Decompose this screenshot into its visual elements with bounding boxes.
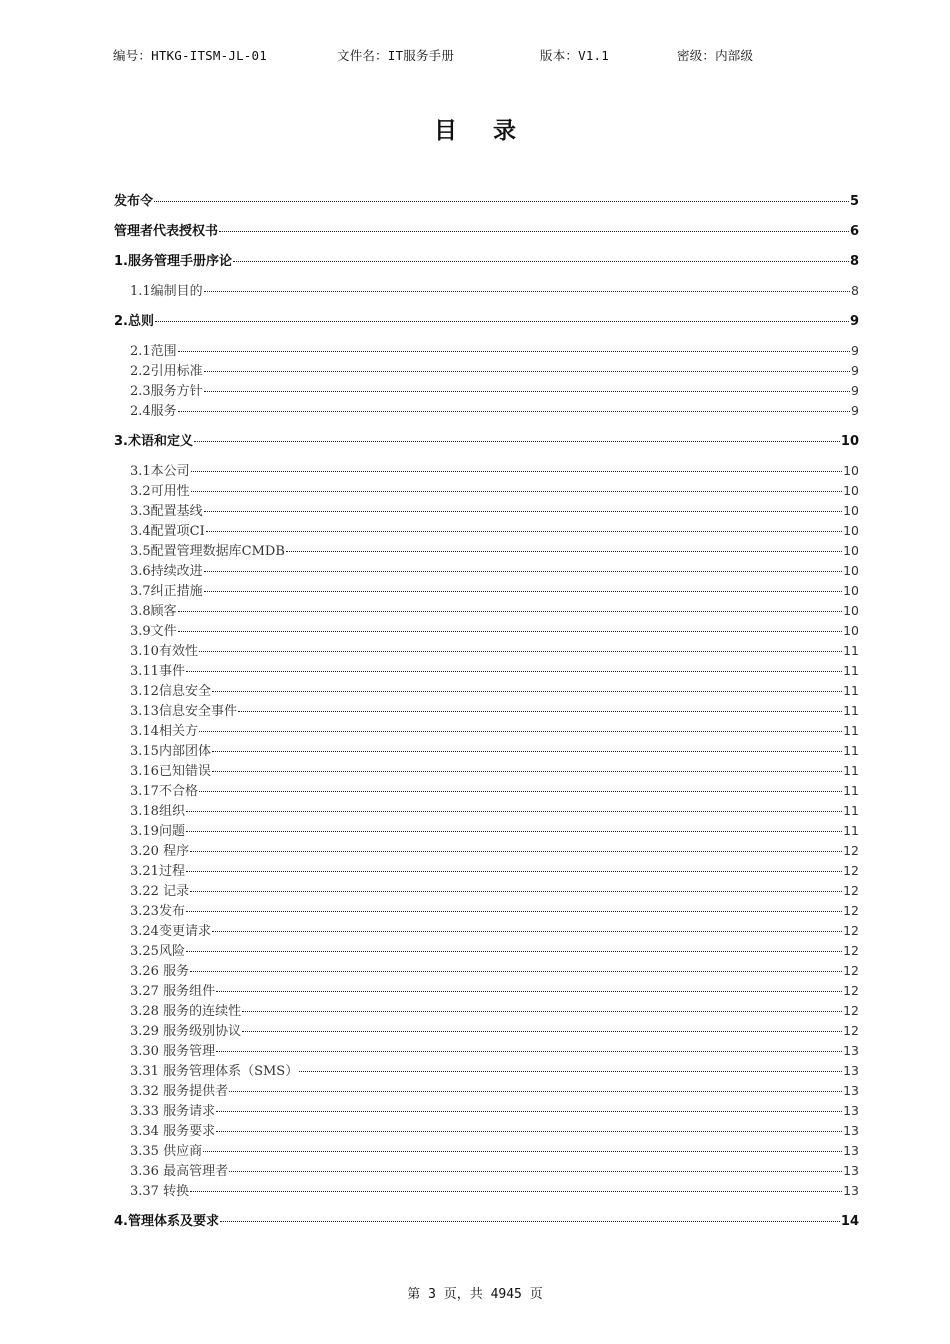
toc-entry-label: 3.28 服务的连续性 bbox=[130, 1004, 242, 1019]
toc-leader-dots bbox=[190, 1191, 842, 1192]
toc-section-entry[interactable] bbox=[114, 1180, 859, 1200]
toc-entry-label: 2.3服务方针 bbox=[130, 384, 203, 399]
page-header bbox=[113, 46, 850, 66]
toc-entry-page: 11 bbox=[843, 723, 859, 738]
toc-section-entry[interactable] bbox=[114, 1020, 859, 1040]
toc-leader-dots bbox=[186, 911, 842, 912]
toc-entry-label: 3.17不合格 bbox=[130, 784, 198, 799]
toc-entry-page: 10 bbox=[843, 583, 859, 598]
toc-chapter-entry[interactable] bbox=[114, 430, 859, 450]
toc-section-entry[interactable] bbox=[114, 520, 859, 540]
toc-entry-label: 1.服务管理手册序论 bbox=[114, 254, 232, 269]
toc-entry-page: 12 bbox=[843, 903, 859, 918]
toc-leader-dots bbox=[212, 751, 842, 752]
toc-leader-dots bbox=[220, 1221, 840, 1222]
toc-entry-page: 11 bbox=[843, 803, 859, 818]
toc-entry-label: 3.8顾客 bbox=[130, 604, 177, 619]
toc-entry-page: 14 bbox=[840, 1214, 859, 1229]
toc-chapter-entry[interactable] bbox=[114, 190, 859, 210]
toc-entry-label: 3.27 服务组件 bbox=[130, 984, 216, 999]
toc-section-entry[interactable] bbox=[114, 860, 859, 880]
toc-chapter-entry[interactable] bbox=[114, 310, 859, 330]
toc-section-entry[interactable] bbox=[114, 280, 859, 300]
toc-entry-page: 11 bbox=[843, 663, 859, 678]
toc-leader-dots bbox=[203, 1151, 842, 1152]
toc-entry-label: 3.3配置基线 bbox=[130, 504, 203, 519]
toc-entry-label: 2.总则 bbox=[114, 314, 154, 329]
toc-entry-label: 3.16已知错误 bbox=[130, 764, 211, 779]
toc-leader-dots bbox=[238, 711, 842, 712]
toc-entry-page: 10 bbox=[843, 563, 859, 578]
toc-entry-label: 3.37 转换 bbox=[130, 1184, 190, 1199]
toc-entry-page: 5 bbox=[849, 194, 859, 209]
toc-entry-page: 11 bbox=[843, 823, 859, 838]
toc-section-entry[interactable] bbox=[114, 1100, 859, 1120]
toc-leader-dots bbox=[178, 411, 850, 412]
page-title: 目 录 bbox=[433, 118, 530, 144]
toc-leader-dots bbox=[186, 831, 842, 832]
toc-section-entry[interactable] bbox=[114, 760, 859, 780]
toc-entry-label: 2.2引用标准 bbox=[130, 364, 203, 379]
toc-entry-label: 1.1编制目的 bbox=[130, 284, 203, 299]
toc-entry-page: 10 bbox=[843, 623, 859, 638]
toc-leader-dots bbox=[191, 491, 842, 492]
toc-leader-dots bbox=[212, 771, 842, 772]
toc-leader-dots bbox=[186, 811, 842, 812]
toc-section-entry[interactable] bbox=[114, 560, 859, 580]
toc-entry-page: 12 bbox=[843, 1003, 859, 1018]
toc-entry-label: 发布令 bbox=[114, 194, 154, 209]
toc-section-entry[interactable] bbox=[114, 640, 859, 660]
toc-leader-dots bbox=[216, 1131, 842, 1132]
toc-leader-dots bbox=[204, 371, 850, 372]
toc-entry-page: 12 bbox=[843, 1023, 859, 1038]
toc-entry-page: 11 bbox=[843, 763, 859, 778]
toc-leader-dots bbox=[178, 631, 842, 632]
toc-entry-label: 3.26 服务 bbox=[130, 964, 190, 979]
toc-leader-dots bbox=[206, 531, 842, 532]
toc-section-entry[interactable] bbox=[114, 960, 859, 980]
toc-leader-dots bbox=[216, 1051, 842, 1052]
toc-entry-page: 8 bbox=[851, 283, 859, 298]
toc-leader-dots bbox=[154, 201, 849, 202]
table-of-contents bbox=[114, 190, 859, 1230]
toc-entry-label: 2.1范围 bbox=[130, 344, 177, 359]
toc-leader-dots bbox=[186, 871, 842, 872]
toc-section-entry[interactable] bbox=[114, 660, 859, 680]
toc-entry-label: 3.15内部团体 bbox=[130, 744, 211, 759]
toc-leader-dots bbox=[216, 1111, 842, 1112]
document-code: 编号：HTKG-ITSM-JL-01 bbox=[113, 48, 267, 63]
toc-entry-label: 3.33 服务请求 bbox=[130, 1104, 216, 1119]
toc-entry-page: 11 bbox=[843, 643, 859, 658]
toc-entry-page: 12 bbox=[843, 983, 859, 998]
toc-entry-label: 3.13信息安全事件 bbox=[130, 704, 237, 719]
page-footer: 第 3 页，共 4945 页 bbox=[407, 1287, 543, 1302]
toc-leader-dots bbox=[212, 691, 842, 692]
toc-entry-page: 13 bbox=[843, 1183, 859, 1198]
toc-entry-label: 3.35 供应商 bbox=[130, 1144, 203, 1159]
toc-leader-dots bbox=[204, 391, 850, 392]
toc-leader-dots bbox=[190, 851, 842, 852]
toc-entry-label: 3.18组织 bbox=[130, 804, 185, 819]
toc-section-entry[interactable] bbox=[114, 460, 859, 480]
toc-leader-dots bbox=[212, 931, 842, 932]
toc-entry-page: 12 bbox=[843, 883, 859, 898]
toc-section-entry[interactable] bbox=[114, 900, 859, 920]
toc-entry-label: 3.5配置管理数据库CMDB bbox=[130, 544, 285, 559]
toc-section-entry[interactable] bbox=[114, 1040, 859, 1060]
toc-entry-page: 8 bbox=[849, 254, 859, 269]
toc-section-entry[interactable] bbox=[114, 980, 859, 1000]
toc-entry-page: 11 bbox=[843, 783, 859, 798]
toc-entry-page: 10 bbox=[843, 463, 859, 478]
toc-entry-page: 12 bbox=[843, 923, 859, 938]
toc-entry-label: 3.4配置项CI bbox=[130, 524, 205, 539]
toc-leader-dots bbox=[233, 261, 849, 262]
toc-section-entry[interactable] bbox=[114, 740, 859, 760]
toc-entry-page: 13 bbox=[843, 1103, 859, 1118]
toc-entry-label: 3.34 服务要求 bbox=[130, 1124, 216, 1139]
toc-entry-label: 3.21过程 bbox=[130, 864, 185, 879]
toc-section-entry[interactable] bbox=[114, 500, 859, 520]
toc-entry-label: 4.管理体系及要求 bbox=[114, 1214, 219, 1229]
toc-entry-page: 9 bbox=[851, 363, 859, 378]
toc-entry-page: 11 bbox=[843, 683, 859, 698]
toc-section-entry[interactable] bbox=[114, 1120, 859, 1140]
toc-entry-label: 管理者代表授权书 bbox=[114, 224, 219, 239]
document-secrecy: 密级：内部级 bbox=[677, 48, 754, 63]
toc-entry-page: 11 bbox=[843, 703, 859, 718]
toc-section-entry[interactable] bbox=[114, 380, 859, 400]
toc-leader-dots bbox=[229, 1171, 842, 1172]
toc-section-entry[interactable] bbox=[114, 700, 859, 720]
toc-entry-page: 13 bbox=[843, 1163, 859, 1178]
toc-leader-dots bbox=[186, 671, 842, 672]
toc-entry-page: 9 bbox=[851, 383, 859, 398]
toc-chapter-entry[interactable] bbox=[114, 250, 859, 270]
document-version: 版本：V1.1 bbox=[540, 48, 610, 63]
toc-entry-page: 10 bbox=[843, 543, 859, 558]
toc-entry-page: 10 bbox=[843, 483, 859, 498]
toc-section-entry[interactable] bbox=[114, 400, 859, 420]
toc-entry-page: 6 bbox=[849, 224, 859, 239]
toc-entry-page: 10 bbox=[843, 603, 859, 618]
toc-section-entry[interactable] bbox=[114, 540, 859, 560]
toc-section-entry[interactable] bbox=[114, 720, 859, 740]
toc-leader-dots bbox=[186, 951, 842, 952]
toc-section-entry[interactable] bbox=[114, 920, 859, 940]
toc-entry-label: 3.1本公司 bbox=[130, 464, 190, 479]
toc-entry-label: 3.23发布 bbox=[130, 904, 185, 919]
toc-section-entry[interactable] bbox=[114, 480, 859, 500]
toc-section-entry[interactable] bbox=[114, 1080, 859, 1100]
toc-entry-page: 9 bbox=[851, 403, 859, 418]
toc-leader-dots bbox=[199, 651, 842, 652]
toc-leader-dots bbox=[199, 731, 842, 732]
toc-entry-label: 3.术语和定义 bbox=[114, 434, 193, 449]
toc-section-entry[interactable] bbox=[114, 1140, 859, 1160]
document-filename: 文件名：IT服务手册 bbox=[337, 48, 455, 63]
toc-leader-dots bbox=[178, 611, 842, 612]
toc-section-entry[interactable] bbox=[114, 1000, 859, 1020]
toc-entry-label: 3.14相关方 bbox=[130, 724, 198, 739]
toc-leader-dots bbox=[199, 791, 842, 792]
toc-leader-dots bbox=[190, 971, 842, 972]
toc-leader-dots bbox=[204, 591, 842, 592]
toc-section-entry[interactable] bbox=[114, 820, 859, 840]
toc-leader-dots bbox=[204, 571, 842, 572]
toc-section-entry[interactable] bbox=[114, 880, 859, 900]
toc-leader-dots bbox=[178, 351, 850, 352]
toc-leader-dots bbox=[229, 1091, 842, 1092]
toc-entry-label: 3.12信息安全 bbox=[130, 684, 211, 699]
toc-entry-label: 3.30 服务管理 bbox=[130, 1044, 216, 1059]
toc-section-entry[interactable] bbox=[114, 680, 859, 700]
toc-entry-page: 12 bbox=[843, 863, 859, 878]
toc-entry-label: 3.2可用性 bbox=[130, 484, 190, 499]
toc-section-entry[interactable] bbox=[114, 580, 859, 600]
toc-entry-label: 3.19问题 bbox=[130, 824, 185, 839]
toc-chapter-entry[interactable] bbox=[114, 220, 859, 240]
toc-section-entry[interactable] bbox=[114, 800, 859, 820]
toc-section-entry[interactable] bbox=[114, 940, 859, 960]
toc-section-entry[interactable] bbox=[114, 1060, 859, 1080]
toc-leader-dots bbox=[204, 291, 850, 292]
toc-entry-page: 12 bbox=[843, 963, 859, 978]
toc-entry-page: 9 bbox=[849, 314, 859, 329]
toc-leader-dots bbox=[190, 891, 842, 892]
toc-entry-page: 12 bbox=[843, 843, 859, 858]
toc-section-entry[interactable] bbox=[114, 600, 859, 620]
toc-leader-dots bbox=[286, 551, 842, 552]
toc-entry-page: 10 bbox=[843, 503, 859, 518]
toc-chapter-entry[interactable] bbox=[114, 1210, 859, 1230]
toc-entry-label: 3.20 程序 bbox=[130, 844, 190, 859]
toc-section-entry[interactable] bbox=[114, 340, 859, 360]
toc-section-entry[interactable] bbox=[114, 620, 859, 640]
toc-entry-page: 9 bbox=[851, 343, 859, 358]
toc-entry-label: 3.22 记录 bbox=[130, 884, 190, 899]
toc-entry-page: 12 bbox=[843, 943, 859, 958]
toc-entry-page: 13 bbox=[843, 1143, 859, 1158]
toc-entry-label: 3.25风险 bbox=[130, 944, 185, 959]
toc-entry-label: 3.31 服务管理体系（SMS） bbox=[130, 1064, 299, 1079]
toc-entry-page: 11 bbox=[843, 743, 859, 758]
toc-entry-label: 3.10有效性 bbox=[130, 644, 198, 659]
toc-leader-dots bbox=[194, 441, 840, 442]
toc-leader-dots bbox=[242, 1031, 842, 1032]
toc-leader-dots bbox=[299, 1071, 842, 1072]
toc-entry-label: 3.11事件 bbox=[130, 664, 185, 679]
toc-entry-label: 3.7纠正措施 bbox=[130, 584, 203, 599]
toc-entry-label: 3.32 服务提供者 bbox=[130, 1084, 229, 1099]
toc-leader-dots bbox=[242, 1011, 842, 1012]
toc-section-entry[interactable] bbox=[114, 840, 859, 860]
toc-entry-label: 3.24变更请求 bbox=[130, 924, 211, 939]
toc-section-entry[interactable] bbox=[114, 1160, 859, 1180]
toc-leader-dots bbox=[155, 321, 849, 322]
toc-entry-label: 3.6持续改进 bbox=[130, 564, 203, 579]
toc-entry-label: 3.9文件 bbox=[130, 624, 177, 639]
toc-leader-dots bbox=[219, 231, 849, 232]
toc-entry-page: 13 bbox=[843, 1123, 859, 1138]
toc-section-entry[interactable] bbox=[114, 780, 859, 800]
toc-leader-dots bbox=[191, 471, 842, 472]
toc-entry-page: 13 bbox=[843, 1083, 859, 1098]
toc-entry-page: 13 bbox=[843, 1063, 859, 1078]
toc-leader-dots bbox=[204, 511, 842, 512]
toc-entry-page: 13 bbox=[843, 1043, 859, 1058]
toc-entry-label: 3.29 服务级别协议 bbox=[130, 1024, 242, 1039]
toc-section-entry[interactable] bbox=[114, 360, 859, 380]
toc-entry-label: 2.4服务 bbox=[130, 404, 177, 419]
toc-entry-page: 10 bbox=[840, 434, 859, 449]
toc-leader-dots bbox=[216, 991, 842, 992]
toc-entry-label: 3.36 最高管理者 bbox=[130, 1164, 229, 1179]
toc-entry-page: 10 bbox=[843, 523, 859, 538]
